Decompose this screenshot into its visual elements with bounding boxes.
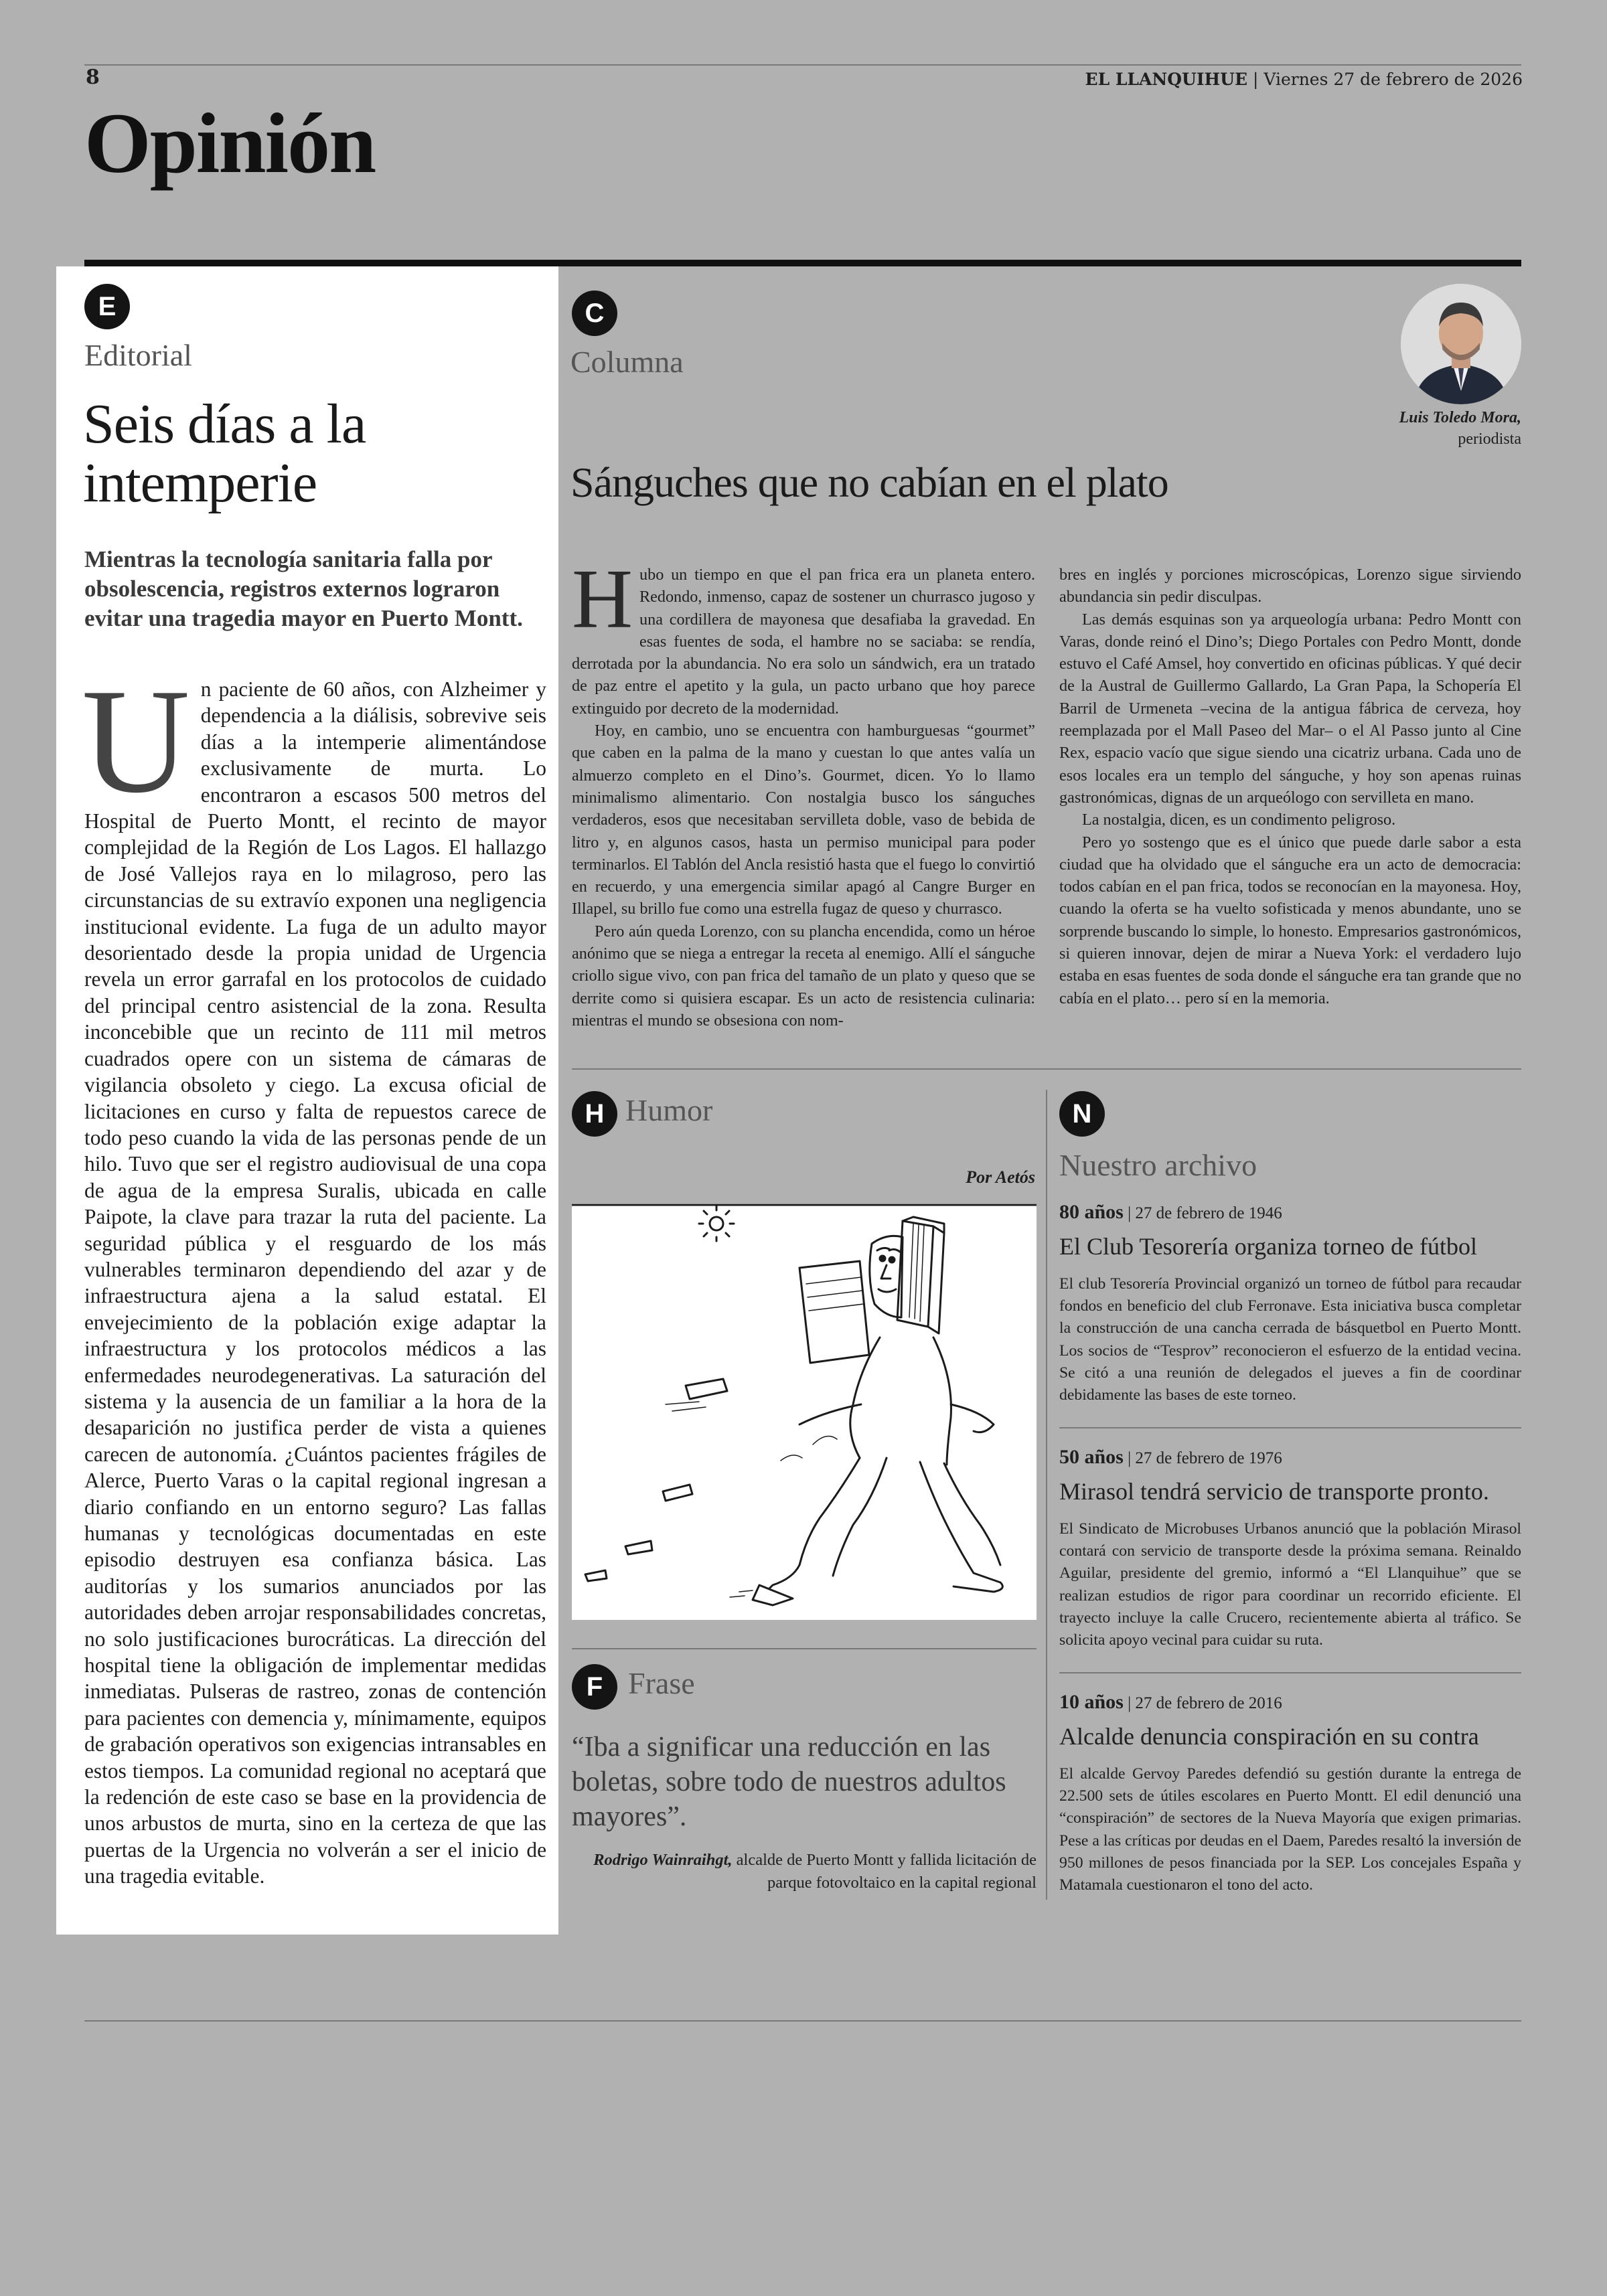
- editorial-dropcap: U: [82, 658, 190, 824]
- archive-item-head: 10 años | 27 de febrero de 2016: [1059, 1691, 1282, 1713]
- author-name: Luis Toledo Mora,: [1399, 409, 1521, 426]
- column-author: [1399, 407, 1521, 450]
- humor-badge: H: [572, 1091, 617, 1137]
- author-role: periodista: [1458, 430, 1521, 448]
- archive-item-body: El alcalde Gervoy Paredes defendió su gestión durante la entrega de 22.500 sets de útiles escolares en Puerto Montt. El edil denunció una “conspiración” de sectores de la Nueva Mayoría que exigen primarias. Pese a las críticas por deudas en el Daem, Paredes resaltó la inversión de 950 millones de pesos financiada por la SEP. Los concejales España y Matamala cuestionaron el tono del acto.: [1059, 1765, 1521, 1894]
- column-label: Columna: [570, 345, 684, 379]
- issue-date: Viernes 27 de febrero de 2026: [1264, 70, 1523, 89]
- frase-author-desc: alcalde de Puerto Montt y fallida licitación de parque fotovoltaico en la capital regional: [732, 1851, 1037, 1892]
- archive-date: 27 de febrero de 1946: [1135, 1204, 1282, 1222]
- column-paragraph: Hubo un tiempo en que el pan frica era un planeta entero. Redondo, inmenso, capaz de sostener un churrasco jugoso y una cordillera de mayonesa que desafiaba la gravedad. En esas fuentes de soda, el hambre no se saciaba: se rendía, derrotada por la abundancia. No era solo un sándwich, era un tratado de paz entre el apetito y la gula, un pacto urbano que hoy parece extinguido por decreto de la modernidad.: [572, 553, 1035, 718]
- archive-years: 50 años: [1059, 1446, 1124, 1468]
- section-rule: [84, 260, 1521, 266]
- archive-item-head: 50 años | 27 de febrero de 1976: [1059, 1446, 1282, 1468]
- column-left: [572, 553, 1035, 1032]
- humor-credit: Por Aetós: [966, 1167, 1035, 1187]
- archive-item-title: Mirasol tendrá servicio de transporte pronto.: [1059, 1478, 1489, 1505]
- archive-item-body: El club Tesorería Provincial organizó un torneo de fútbol para recaudar fondos en beneficio del club Ferronave. Esta iniciativa busca completar la construcción de una cancha cerrada de básquetbol en Puerto Montt. Los socios de “Tesprov” reconocieron el esfuerzo de la entidad vecina. Se citó a una reunión de delegados el jueves a fin de coordinar debidamente las bases de este torneo.: [1059, 1275, 1521, 1404]
- archive-label: Nuestro archivo: [1059, 1148, 1257, 1182]
- masthead: EL LLANQUIHUE | Viernes 27 de febrero de 2026: [1085, 70, 1523, 89]
- editorial-lead: Mientras la tecnología sanitaria falla por obsolescencia, registros externos lograron evitar una tragedia mayor en Puerto Montt.: [84, 546, 523, 631]
- newspaper-name: EL LLANQUIHUE: [1085, 70, 1248, 89]
- bottom-rule: [84, 2020, 1521, 2022]
- archive-divider: [1059, 1672, 1521, 1673]
- archive-item-body: El Sindicato de Microbuses Urbanos anunció que la población Mirasol contará con servicio de transporte desde la próxima semana. Reinaldo Aguilar, presidente del gremio, informó a “El Llanquihue” que se realizan estudios de rigor para coordinar un recorrido eficiente. El trayecto incluye la calle Crucero, recientemente abierta al tráfico. Se solicita apoyo vecinal para cuidar su ruta.: [1059, 1520, 1521, 1649]
- cartoon: [572, 1204, 1037, 1620]
- humor-bottom-rule: [572, 1648, 1037, 1649]
- archive-item-head: 80 años | 27 de febrero de 1946: [1059, 1201, 1282, 1223]
- column-paragraph: bres en inglés y porciones microscópicas, Lorenzo sigue sirviendo abundancia sin pedir disculpas.: [1059, 566, 1521, 606]
- column-paragraph: Hoy, en cambio, uno se encuentra con hamburguesas “gourmet” que caben en la palma de la mano y cuestan lo que antes valía un almuerzo completo en el Dino’s. Gourmet, dicen. Yo lo llamo minimalismo alimentario. Con nostalgia busco los sánguches verdaderos, esos que necesitaban servilleta doble, vaso de bebida de litro y, en algunos casos, hasta un permiso municipal para poder terminarlos. El Tablón del Ancla resistió hasta que el fuego lo convirtió en recuerdo, y una emergencia similar apagó al Cangre Burger en Illapel, su brillo fue como una estrella fugaz de queso y churrasco.: [572, 722, 1035, 918]
- frase-label: Frase: [628, 1666, 695, 1700]
- frase-credit: [572, 1849, 1037, 1894]
- archive-years: 80 años: [1059, 1201, 1124, 1223]
- column-paragraph: Pero yo sostengo que es el único que puede darle sabor a esta ciudad que ha olvidado que el sánguche era un acto de democracia: todos cabían en el pan frica, todos se reconocían en la mayonesa. Hoy, cuando la oferta se ha vuelto sofisticada y menos abundante, uno se sorprende buscando lo simple, lo honesto. Empresarios gastronómicos, si quieren innovar, dejen de mirar a Nueva York: el verdadero lujo estaba en esas fuentes de soda donde el sánguche era tan grande que no cabía en el plato… pero sí en la memoria.: [1059, 833, 1521, 1007]
- vertical-divider: [1046, 1090, 1047, 1900]
- section-title: Opinión: [84, 96, 376, 191]
- top-rule: [84, 64, 1521, 66]
- column-bottom-rule: [572, 1068, 1521, 1070]
- archive-date: 27 de febrero de 1976: [1135, 1449, 1282, 1467]
- column-paragraph: Las demás esquinas son ya arqueología urbana: Pedro Montt con Varas, donde reinó el Dino’s; Diego Portales con Pedro Montt, donde estuvo el Café Amsel, hoy convertido en oficinas públicas. Y qué decir de la Austral de Guillermo Gallardo, La Gran Papa, la Schopería El Barril de Urmeneta –vecina de la antigua fábrica de cerveza, hoy reemplazada por el Mall Paseo del Mar– o el Al Passo junto al Cine Rex, espacio vacío que sigue siendo una cicatriz urbana. Cada uno de esos locales era un templo del sánguche, y hoy son apenas ruinas gastronómicas, dignas de un arqueólogo con servilleta en mano.: [1059, 610, 1521, 807]
- column-paragraph: Pero aún queda Lorenzo, con su plancha encendida, como un héroe anónimo que se niega a entregar la receta al enemigo. Allí el sánguche criollo sigue vivo, con pan frica del tamaño de un plato y queso que se derrite como si quisiera escapar. Es un acto de resistencia culinaria: mientras el mundo se obsesiona con nom-: [572, 922, 1035, 1030]
- archive-divider: [1059, 1427, 1521, 1428]
- editorial-title: Seis días a la intemperie: [83, 393, 366, 514]
- frase-badge: F: [572, 1664, 617, 1710]
- archive-years: 10 años: [1059, 1691, 1124, 1713]
- column-paragraph: La nostalgia, dicen, es un condimento peligroso.: [1082, 811, 1396, 829]
- column-dropcap: H: [572, 553, 633, 646]
- editorial-text: n paciente de 60 años, con Alzheimer y dependencia a la diálisis, sobrevive seis días a la intemperie alimentándose exclusivamente de murta. Lo encontraron a escasos 500 metros del Hospital de Puerto Montt, el recinto de mayor complejidad de la Región de Los Lagos. El hallazgo de José Vallejos raya en lo milagroso, pero las circunstancias de su extravío exponen una negligencia institucional evidente. La fuga de un adulto mayor desorientado desde la propia unidad de Urgencia revela un error garrafal en los protocolos de cuidado del principal centro asistencial de la zona. Resulta inconcebible que un recinto de 111 mil metros cuadrados opere con un sistema de cámaras de vigilancia obsoleto y ciego. La excusa oficial de licitaciones en curso y falta de repuestos carece de todo peso cuando la vida de las personas pende de un hilo. Tuvo que ser el registro audiovisual de una copa de agua de la empresa Suralis, ubicada en calle Paipote, la clave para trazar la ruta del paciente. La seguridad pública y el resguardo de los más vulnerables terminaron dependiendo del azar y de infraestructura ajena a la salud estatal. El envejecimiento de la población exige adaptar la infraestructura y los protocolos médicos a las enfermedades neurodegenerativas. La saturación del sistema y la ausencia de un familiar a la hora de la desaparición no justifica perder de vista a quienes carecen de autonomía. ¿Cuántos pacientes frágiles de Alerce, Puerto Varas o la capital regional ingresan a diario confiando en un entorno seguro? Las fallas humanas y tecnológicas documentadas en este episodio destruyen esa confianza básica. Las auditorías y los sumarios anunciados por las autoridades deben arrojar responsabilidades concretas, no solo justificaciones burocráticas. La dirección del hospital tiene la obligación de implementar medidas inmediatas. Pulseras de rastreo, zonas de contención para pacientes con demencia y, mínimamente, equipos de grabación operativos son exigencias intransables en estos tiempos. La comunidad regional no aceptará que la redención de este caso se base en la providencia de unos arbustos de murta, sino en la certeza de que las puertas de la Urgencia no volverán a ser el inicio de una tragedia evitable.: [84, 677, 546, 1888]
- column-title: Sánguches que no cabían en el plato: [570, 459, 1168, 506]
- frase-author: Rodrigo Wainraihgt,: [593, 1851, 733, 1869]
- author-avatar: [1401, 284, 1521, 404]
- archive-badge: N: [1059, 1091, 1105, 1137]
- column-right: [1059, 564, 1521, 1009]
- humor-label: Humor: [625, 1093, 713, 1127]
- editorial-body: [82, 658, 546, 1890]
- archive-item-title: Alcalde denuncia conspiración en su contra: [1059, 1723, 1479, 1750]
- column-badge: C: [572, 291, 617, 336]
- archive-date: 27 de febrero de 2016: [1135, 1694, 1282, 1712]
- frase-quote: “Iba a significar una reducción en las boletas, sobre todo de nuestros adultos mayores”.: [572, 1732, 1006, 1832]
- editorial-label: Editorial: [84, 338, 192, 372]
- page-number: 8: [86, 66, 100, 89]
- editorial-badge: E: [84, 284, 130, 329]
- archive-item-title: El Club Tesorería organiza torneo de fútbol: [1059, 1233, 1477, 1260]
